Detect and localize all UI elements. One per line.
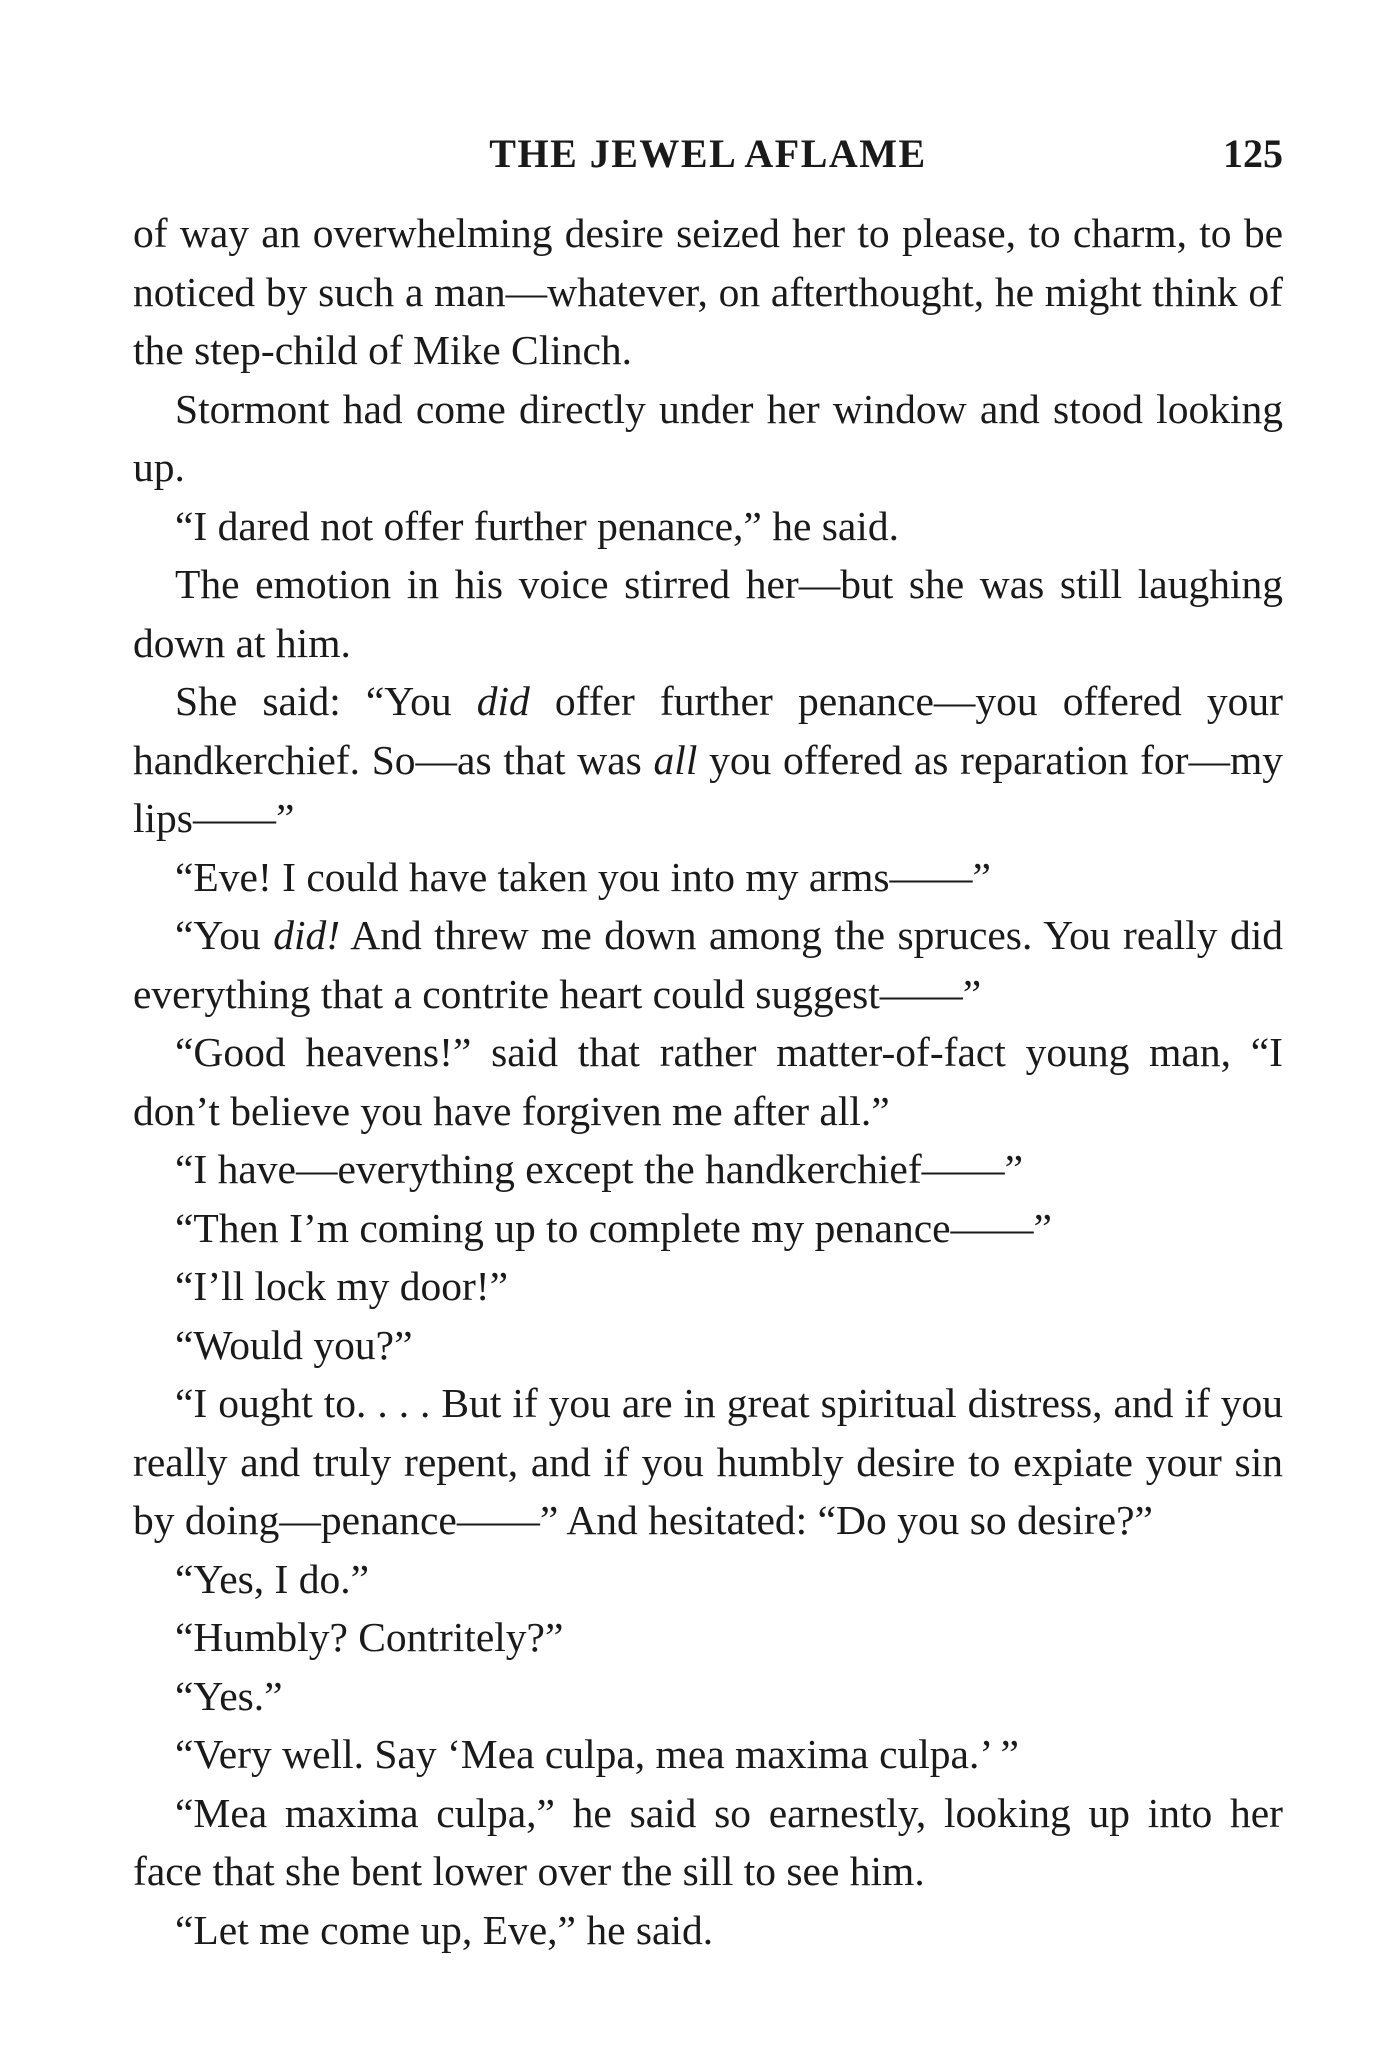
- running-title: THE JEWEL AFLAME: [489, 131, 927, 176]
- paragraph: [133, 1023, 1283, 1140]
- text-run: “Mea maxima culpa,” he said so earnestly, looking up into her face that she bent lower over the sill to see him.: [133, 1789, 1283, 1894]
- text-run: And threw me down among the spruces. You really did everything that a contrite heart could suggest——”: [133, 912, 1283, 1017]
- text-run: Stormont had come directly under her window and stood looking up.: [133, 385, 1283, 490]
- paragraph: [133, 1901, 1283, 1960]
- paragraph: [133, 1608, 1283, 1667]
- running-header: [133, 130, 1283, 192]
- paragraph: [133, 848, 1283, 907]
- text-run: offer further penance—you offered your handkerchief. So—as that was: [133, 678, 1283, 783]
- page-number: 125: [1223, 131, 1283, 176]
- paragraph: [133, 1199, 1283, 1258]
- paragraph: [133, 1550, 1283, 1609]
- paragraph: [133, 555, 1283, 672]
- text-run: “Very well. Say ‘Mea culpa, mea maxima culpa.’ ”: [175, 1731, 1019, 1777]
- italic-text: did!: [273, 912, 341, 958]
- paragraph: [133, 672, 1283, 848]
- body-text: [133, 204, 1283, 1959]
- text-run: “Would you?”: [175, 1321, 413, 1368]
- paragraph: [133, 1316, 1283, 1375]
- paragraph: [133, 497, 1283, 556]
- italic-text: all: [653, 736, 698, 783]
- book-page: [133, 130, 1283, 1959]
- text-run: “Good heavens!” said that rather matter-of-fact young man, “I don’t believe you have forgiven me after all.”: [133, 1029, 1283, 1134]
- text-run: “I ought to. . . . But if you are in great spiritual distress, and if you really and truly repent, and if you humbly desire to expiate your sin by doing—penance——” And hesitated: “Do you so desire?”: [133, 1380, 1283, 1543]
- text-run: “You: [175, 912, 274, 958]
- text-run: “Humbly? Contritely?”: [175, 1614, 564, 1660]
- paragraph: [133, 1374, 1283, 1550]
- paragraph: [133, 380, 1283, 497]
- text-run: you offered as reparation for—my lips——”: [133, 736, 1283, 841]
- text-run: She said: “You: [175, 678, 477, 724]
- text-run: “Then I’m coming up to complete my penance——”: [175, 1204, 1052, 1251]
- paragraph: [133, 1725, 1283, 1784]
- text-run: “Let me come up, Eve,” he said.: [175, 1906, 714, 1953]
- text-run: “Yes.”: [175, 1672, 283, 1719]
- text-run: “I have—everything except the handkerchief——”: [175, 1146, 1024, 1192]
- paragraph: [133, 1667, 1283, 1726]
- text-run: “I dared not offer further penance,” he said.: [175, 502, 899, 549]
- text-run: “Yes, I do.”: [175, 1555, 370, 1602]
- paragraph: [133, 204, 1283, 380]
- text-run: “Eve! I could have taken you into my arms——”: [175, 853, 991, 900]
- paragraph: [133, 1257, 1283, 1316]
- text-run: “I’ll lock my door!”: [175, 1263, 509, 1309]
- text-run: of way an overwhelming desire seized her to please, to charm, to be noticed by such a man—whatever, on afterthought, he might think of the step-child of Mike Clinch.: [133, 210, 1283, 373]
- paragraph: [133, 1784, 1283, 1901]
- paragraph: [133, 906, 1283, 1023]
- text-run: The emotion in his voice stirred her—but she was still laughing down at him.: [133, 561, 1283, 666]
- italic-text: did: [476, 678, 530, 724]
- paragraph: [133, 1140, 1283, 1199]
